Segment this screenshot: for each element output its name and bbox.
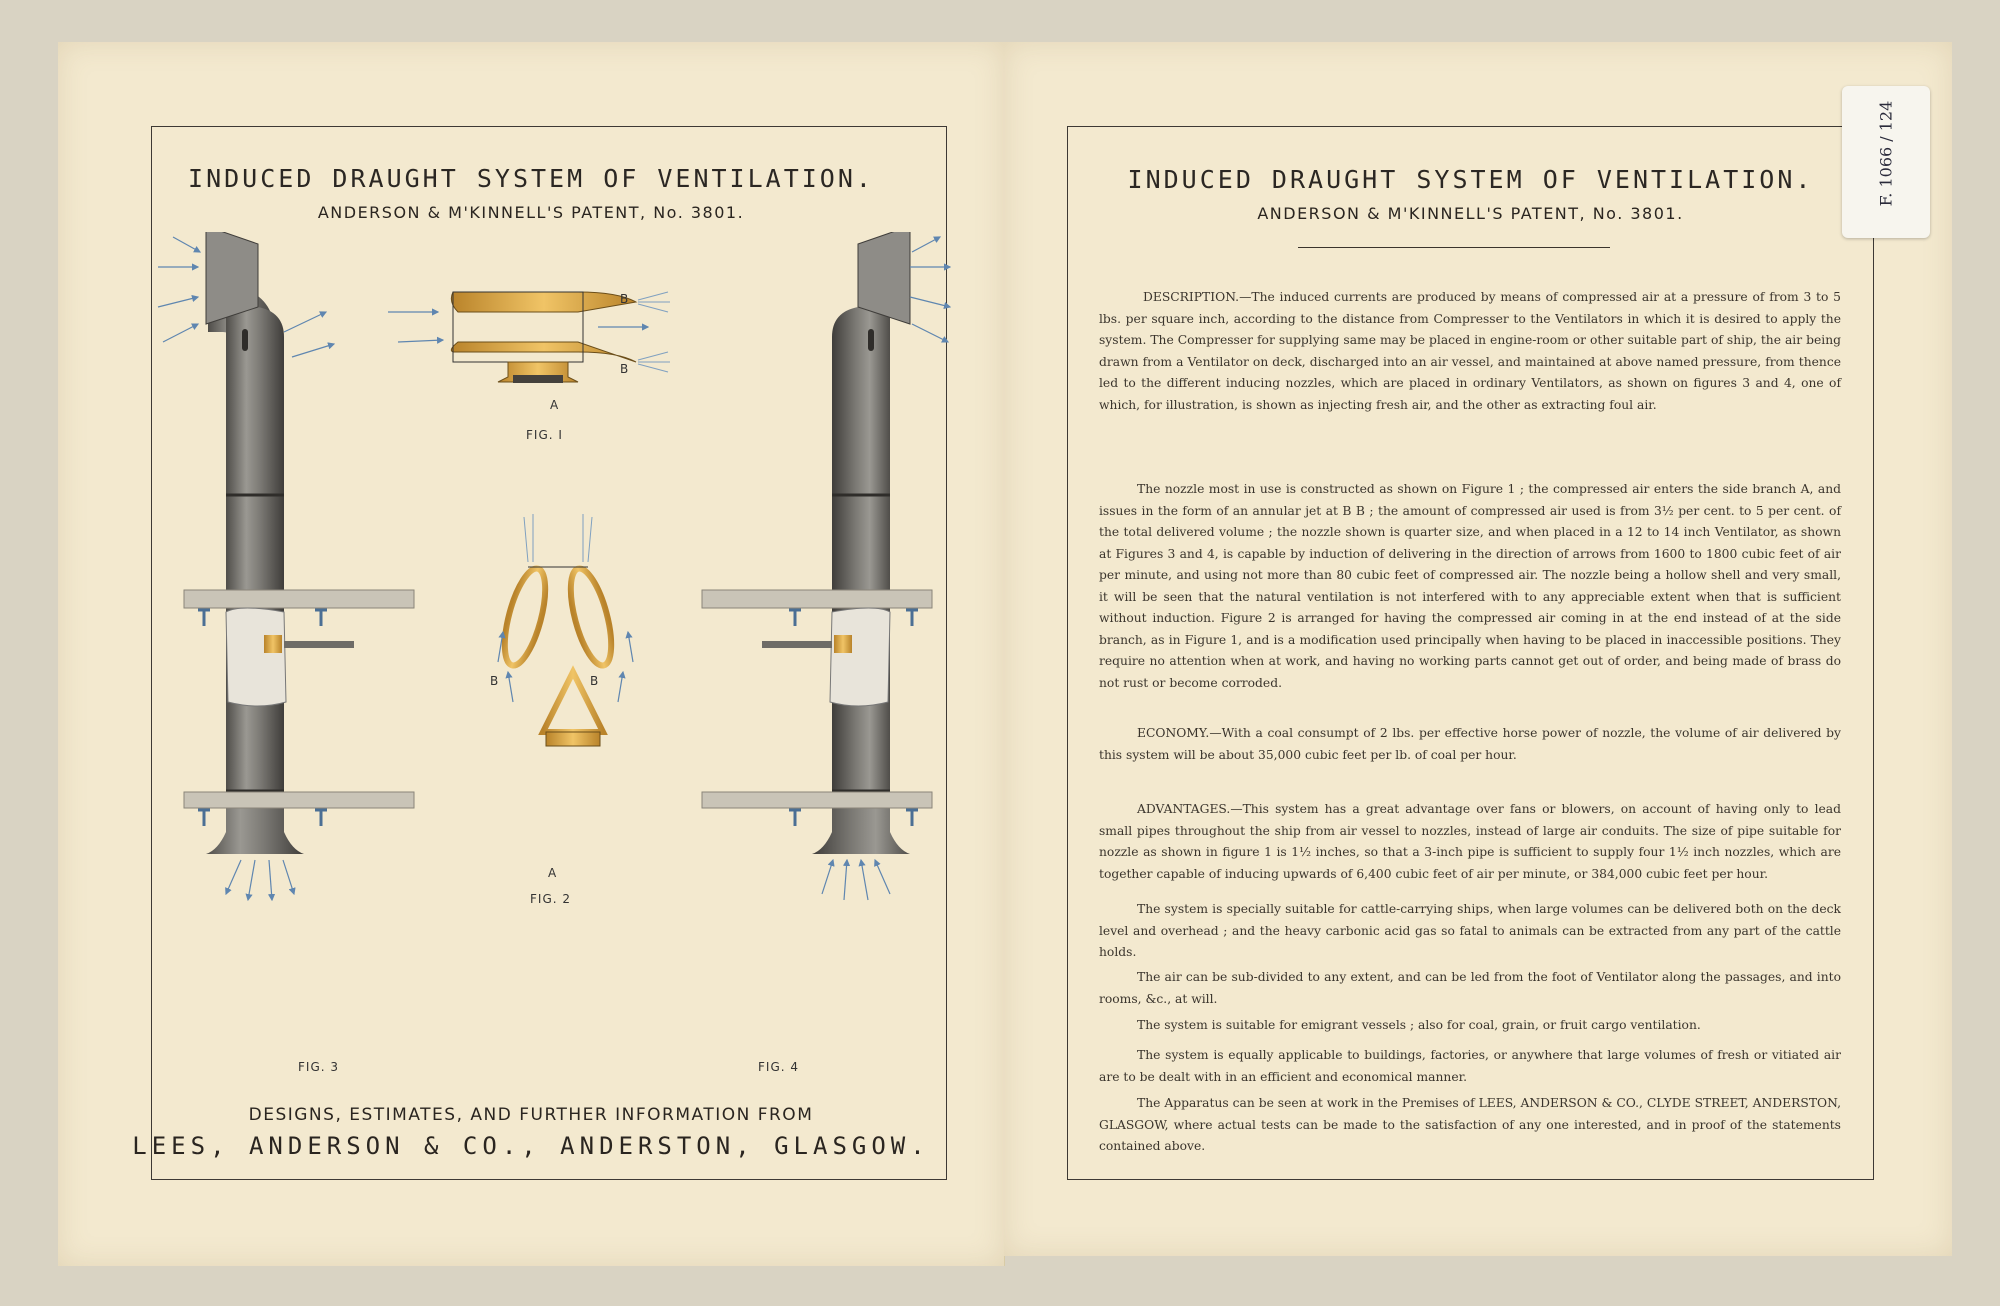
- left-footer-line2: LEES, ANDERSON & CO., ANDERSTON, GLASGOW.: [132, 1132, 930, 1160]
- fig4-ventilator: [702, 232, 950, 900]
- fig1-a-label: A: [550, 398, 560, 412]
- fig3-label: FIG. 3: [298, 1060, 340, 1074]
- cattle-paragraph: The system is specially suitable for cattle-carrying ships, when large volumes can be delivered both on the deck level and overhead ; and the heavy carbonic acid gas so fatal to animals can be extracted from any part of the cattle holds.: [1099, 902, 1841, 959]
- fig1-label: FIG. I: [526, 428, 563, 442]
- fig3-ventilator: [158, 232, 414, 900]
- description-paragraph: DESCRIPTION.—The induced currents are produced by means of compressed air at a pressure of from 3 to 5 lbs. per square inch, according to the distance from Compresser to the Ventilators in which it is desired to apply the system. The Compresser for supplying same may be placed in engine-room or other suitable part of ship, the air being drawn from a Ventilator on deck, discharged into an air vessel, and maintained at above named pressure, from thence led to the different inducing nozzles, which are placed in ordinary Ventilators, as shown on figures 3 and 4, one of which, for illustration, is shown as injecting fresh air, and the other as extracting foul air.: [1099, 290, 1841, 412]
- subdivide-paragraph: The air can be sub-divided to any extent, and can be led from the foot of Ventilator along the passages, and into rooms, &c., at will.: [1099, 970, 1841, 1006]
- right-page: [1004, 42, 1952, 1256]
- right-title: INDUCED DRAUGHT SYSTEM OF VENTILATION.: [1127, 165, 1814, 194]
- fig2-nozzle: [497, 514, 633, 746]
- left-patent: ANDERSON & M'KINNELL'S PATENT, No. 3801.: [317, 203, 745, 222]
- fig2-label: FIG. 2: [530, 892, 572, 906]
- catalogue-stamp: [1842, 86, 1930, 238]
- title-rule: [1298, 247, 1610, 248]
- left-title: INDUCED DRAUGHT SYSTEM OF VENTILATION.: [188, 164, 874, 193]
- fig1-b-bottom-label: B: [620, 362, 630, 376]
- catalogue-number: F. 1066 / 124: [1876, 100, 1896, 207]
- nozzle-paragraph: The nozzle most in use is constructed as shown on Figure 1 ; the compressed air enters the side branch A, and issues in the form of an annular jet at B B ; the amount of compressed air used is from 3½ per cent. to 5 per cent. of the total delivered volume ; the nozzle shown is quarter size, and when placed in a 12 to 14 inch Ventilator, as shown at Figures 3 and 4, is capable by induction of delivering in the direction of arrows from 1600 to 1800 cubic feet of air per minute, and using not more than 80 cubic feet of compressed air. The nozzle being a hollow shell and very small, it will be seen that the natural ventilation is not interfered with to any appreciable extent when that is sufficient without induction. Figure 2 is arranged for having the compressed air coming in at the end instead of at the side branch, as in Figure 1, and is a modification used principally when having to be placed in inaccessible positions. They require no attention when at work, and having no working parts cannot get out of order, and being made of brass do not rust or become corroded.: [1099, 482, 1841, 690]
- apparatus-paragraph: The Apparatus can be seen at work in the Premises of LEES, ANDERSON & CO., CLYDE STREET, ANDERSTON, GLASGOW, where actual tests can be made to the satisfaction of any one interested, and in proof of the statements contained above.: [1099, 1096, 1841, 1153]
- fig2-b-left-label: B: [490, 674, 500, 688]
- buildings-paragraph: The system is equally applicable to buildings, factories, or anywhere that large volumes of fresh or vitiated air are to be dealt with in an efficient and economical manner.: [1099, 1048, 1841, 1084]
- ventilator-illustration: [58, 232, 1004, 1232]
- fig2-a-label: A: [548, 866, 558, 880]
- left-footer-line1: DESIGNS, ESTIMATES, AND FURTHER INFORMATION FROM: [248, 1105, 814, 1125]
- advantages-paragraph: ADVANTAGES.—This system has a great advantage over fans or blowers, on account of having only to lead small pipes throughout the ship from air vessel to nozzles, instead of large air conduits. The size of pipe suitable for nozzle as shown in figure 1 is 1½ inches, so that a 3-inch pipe is sufficient to supply four 1½ inch nozzles, which are together capable of inducing upwards of 6,400 cubic feet of air per minute, or 384,000 cubic feet per hour.: [1099, 802, 1841, 881]
- right-patent: ANDERSON & M'KINNELL'S PATENT, No. 3801.: [1257, 204, 1684, 223]
- right-page-border: [1067, 126, 1874, 1180]
- emigrant-paragraph: The system is suitable for emigrant vessels ; also for coal, grain, or fruit cargo ventilation.: [1137, 1018, 1701, 1032]
- fig2-b-right-label: B: [590, 674, 600, 688]
- fig1-b-top-label: B: [620, 292, 630, 306]
- economy-paragraph: ECONOMY.—With a coal consumpt of 2 lbs. per effective horse power of nozzle, the volume of air delivered by this system will be about 35,000 cubic feet per lb. of coal per hour.: [1099, 726, 1841, 762]
- fig4-label: FIG. 4: [758, 1060, 800, 1074]
- left-page: [58, 42, 1005, 1266]
